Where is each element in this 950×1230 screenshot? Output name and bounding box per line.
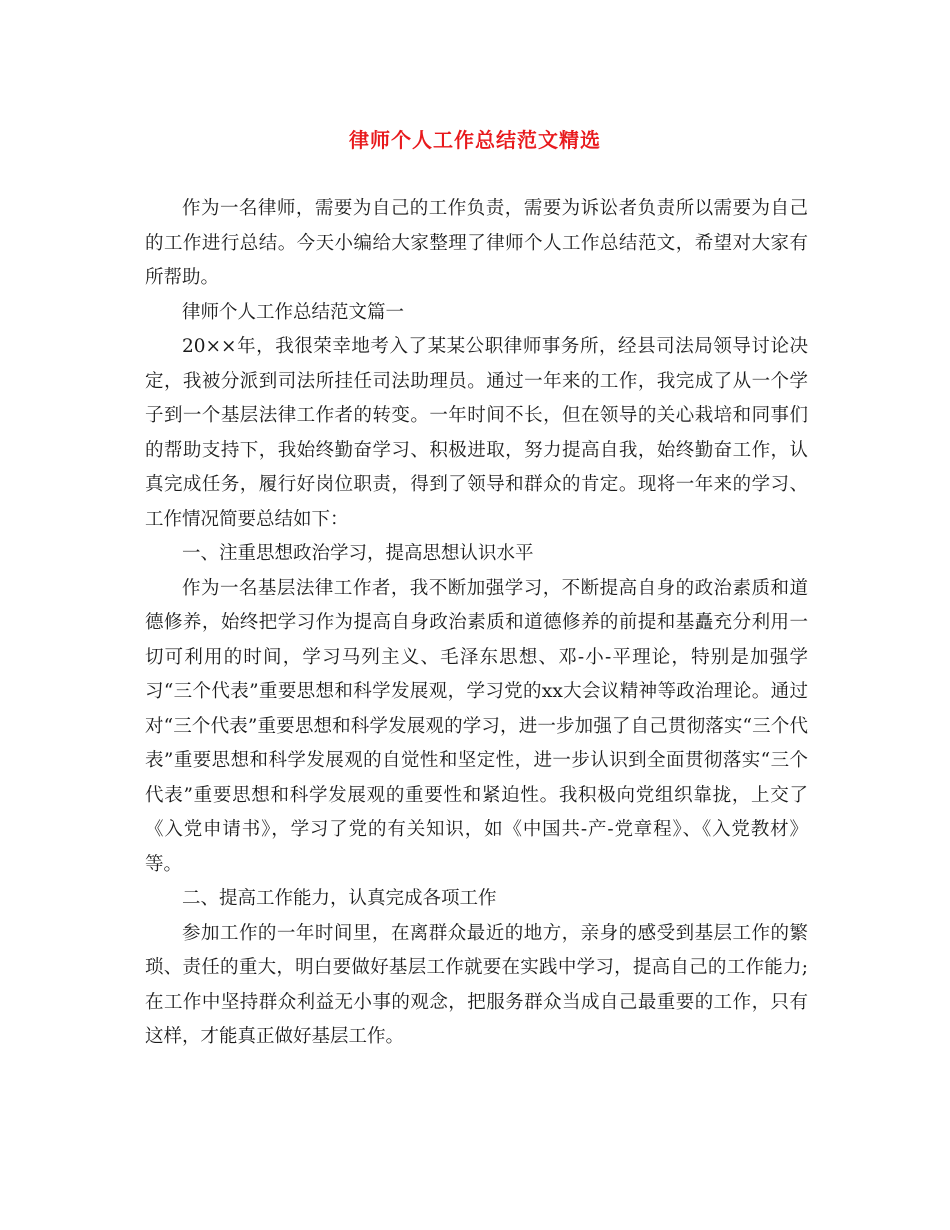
section-heading-work-ability: 二、提高工作能力，认真完成各项工作: [182, 888, 497, 909]
body-paragraph: 20××年，我很荣幸地考入了某某公职律师事务所，经县司法局领导讨论决定，我被分派到司法所挂任司法助理员。通过一年来的工作，我完成了从一个学子到一个基层法律工作者的转变。一年时间不长，但在领导的关心栽培和同事们的帮助支持下，我始终勤奋学习、积极进取，努力提高自我，始终勤奋工作，认真完成任务，履行好岗位职责，得到了领导和群众的肯定。现将一年来的学习、工作情况简要总结如下：: [145, 336, 808, 530]
document-body: [145, 192, 808, 1055]
section-heading-political-study: 一、注重思想政治学习，提高思想认识水平: [182, 543, 534, 564]
section-heading-sample-one: 律师个人工作总结范文篇一: [182, 301, 405, 323]
document-title: 律师个人工作总结范文精选: [349, 128, 601, 152]
intro-paragraph: 作为一名律师，需要为自己的工作负责，需要为诉讼者负责所以需要为自己的工作进行总结。今天小编给大家整理了律师个人工作总结范文，希望对大家有所帮助。: [145, 198, 808, 288]
body-paragraph: 参加工作的一年时间里，在离群众最近的地方，亲身的感受到基层工作的繁琐、责任的重大，明白要做好基层工作就要在实践中学习，提高自己的工作能力;在工作中坚持群众利益无小事的观念，把服务群众当成自己最重要的工作，只有这样，才能真正做好基层工作。: [145, 922, 808, 1047]
body-paragraph: 作为一名基层法律工作者，我不断加强学习，不断提高自身的政治素质和道德修养，始终把学习作为提高自身政治素质和道德修养的前提和基矗充分利用一切可利用的时间，学习马列主义、毛泽东思想、邓-小-平理论，特别是加强学习“三个代表”重要思想和科学发展观，学习党的xx大会议精神等政治理论。通过对“三个代表”重要思想和科学发展观的学习，进一步加强了自己贯彻落实“三个代表”重要思想和科学发展观的自觉性和坚定性，进一步认识到全面贯彻落实“三个代表”重要思想和科学发展观的重要性和紧迫性。我积极向党组织靠拢，上交了《入党申请书》，学习了党的有关知识，如《中国共-产-党章程》、《入党教材》等。: [145, 577, 808, 875]
